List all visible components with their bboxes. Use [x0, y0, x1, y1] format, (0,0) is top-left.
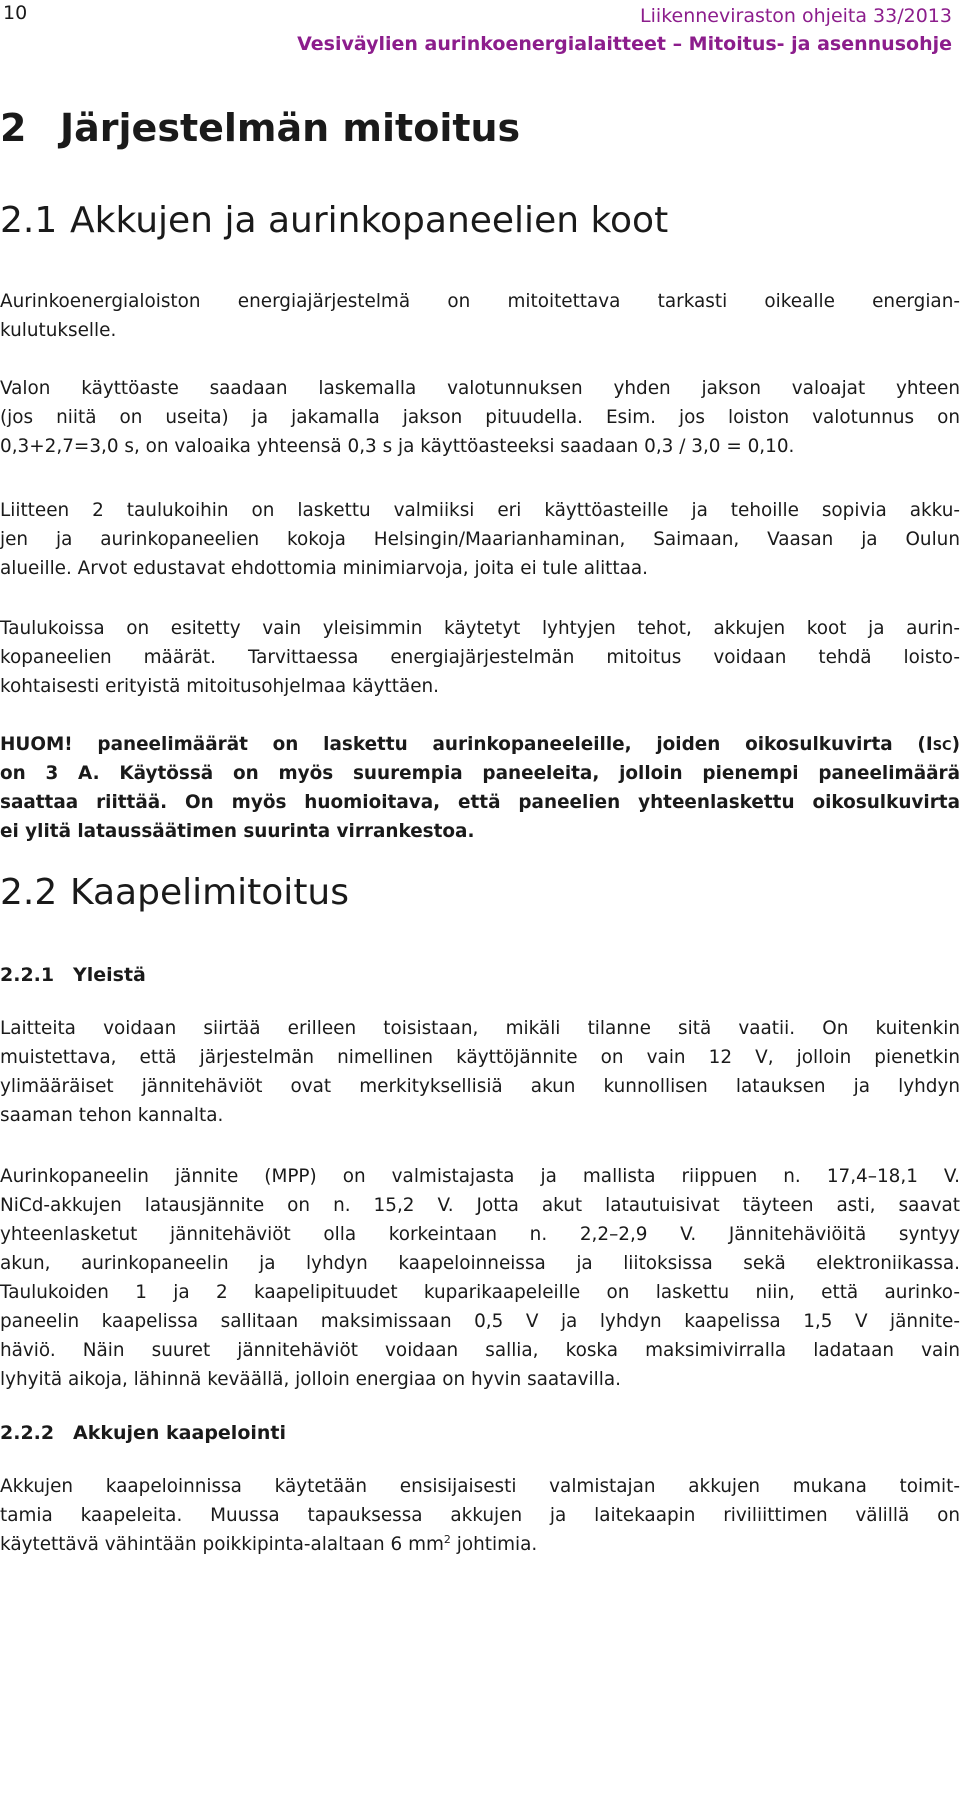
- section-title: Järjestelmän mitoitus: [60, 106, 521, 150]
- section-2-2-heading: [0, 872, 349, 913]
- body-text: käytettävä vähintään poikkipinta-alaltaan 6 mm: [0, 1534, 444, 1555]
- text-line: NiCd-akkujen latausjännite on n. 15,2 V. Jotta akut latautuisivat täyteen asti, saavat: [0, 1195, 960, 1216]
- text-line: jen ja aurinkopaneelien kokoja Helsingin/Maarianhaminan, Saimaan, Vaasan ja Oulun: [0, 529, 960, 550]
- text-line: Aurinkopaneelin jännite (MPP) on valmistajasta ja mallista riippuen n. 17,4–18,1 V.: [0, 1166, 960, 1187]
- section-title: Kaapelimitoitus: [70, 872, 349, 913]
- text-line: Liitteen 2 taulukoihin on laskettu valmiiksi eri käyttöasteille ja tehoille sopivia akku-: [0, 500, 960, 521]
- text-line: Valon käyttöaste saadaan laskemalla valotunnuksen yhden jakson valoajat yhteen: [0, 378, 960, 399]
- text-line: yhteenlasketut jännitehäviöt olla korkeintaan n. 2,2–2,9 V. Jännitehäviöitä syntyy: [0, 1224, 960, 1245]
- publication-name: Liikenneviraston ohjeita 33/2013: [640, 5, 952, 27]
- text-line: [0, 730, 960, 759]
- text-line: saaman tehon kannalta.: [0, 1105, 224, 1126]
- document-title: Vesiväylien aurinkoenergialaitteet – Mitoitus- ja asennusohje: [297, 33, 952, 55]
- text-line: saattaa riittää. On myös huomioitava, että paneelien yhteenlaskettu oikosulkuvirta: [0, 792, 960, 813]
- text-line: on 3 A. Käytössä on myös suurempia paneeleita, jolloin pienempi paneelimäärä: [0, 763, 960, 784]
- section-title: Akkujen ja aurinkopaneelien koot: [70, 200, 669, 241]
- page-number: 10: [3, 2, 28, 24]
- note-text: ): [951, 734, 960, 755]
- body-text: johtimia.: [450, 1534, 538, 1555]
- paragraph: [0, 1162, 960, 1394]
- text-line: kulutukselle.: [0, 320, 117, 341]
- section-number: 2.2: [0, 872, 58, 913]
- text-line: Taulukoiden 1 ja 2 kaapelipituudet kuparikaapeleille on laskettu niin, että aurinko-: [0, 1282, 960, 1303]
- text-line: Laitteita voidaan siirtää erilleen toisistaan, mikäli tilanne sitä vaatii. On kuitenkin: [0, 1018, 960, 1039]
- text-line: Akkujen kaapeloinnissa käytetään ensisijaisesti valmistajan akkujen mukana toimit-: [0, 1476, 960, 1497]
- subscript-text: SC: [932, 739, 952, 754]
- text-line: kohtaisesti erityistä mitoitusohjelmaa käyttäen.: [0, 676, 440, 697]
- text-line: akun, aurinkopaneelin ja lyhdyn kaapeloinneissa ja liitoksissa sekä elektroniikassa.: [0, 1253, 960, 1274]
- section-number: 2: [0, 106, 27, 150]
- paragraph: [0, 1472, 960, 1559]
- text-line: [0, 1530, 960, 1559]
- text-line: (jos niitä on useita) ja jakamalla jakson pituudella. Esim. jos loiston valotunnus on: [0, 407, 960, 428]
- section-title: Yleistä: [73, 964, 146, 986]
- paragraph: [0, 287, 960, 345]
- text-line: Aurinkoenergialoiston energiajärjestelmä on mitoitettava tarkasti oikealle energian-: [0, 291, 960, 312]
- section-2-heading: [0, 106, 520, 150]
- text-line: häviö. Näin suuret jännitehäviöt voidaan sallia, koska maksimivirralla ladataan vain: [0, 1340, 960, 1361]
- text-line: ylimääräiset jännitehäviöt ovat merkityksellisiä akun kunnollisen latauksen ja lyhdyn: [0, 1076, 960, 1097]
- text-line: lyhyitä aikoja, lähinnä keväällä, jolloin energiaa on hyvin saatavilla.: [0, 1369, 621, 1390]
- text-line: alueille. Arvot edustavat ehdottomia minimiarvoja, joita ei tule alittaa.: [0, 558, 648, 579]
- paragraph: [0, 374, 960, 461]
- text-line: kopaneelien määrät. Tarvittaessa energiajärjestelmän mitoitus voidaan tehdä loisto-: [0, 647, 960, 668]
- superscript-text: 2: [443, 1532, 451, 1546]
- text-line: tamia kaapeleita. Muussa tapauksessa akkujen ja laitekaapin riviliittimen välillä on: [0, 1505, 960, 1526]
- text-line: paneelin kaapelissa sallitaan maksimissaan 0,5 V ja lyhdyn kaapelissa 1,5 V jännite-: [0, 1311, 960, 1332]
- section-number: 2.2.2: [0, 1422, 55, 1444]
- paragraph: [0, 496, 960, 583]
- note-text: HUOM! paneelimäärät on laskettu aurinkopaneeleille, joiden oikosulkuvirta (I: [0, 734, 933, 755]
- section-number: 2.1: [0, 200, 58, 241]
- section-2-1-heading: [0, 200, 668, 241]
- text-line: ei ylitä lataussäätimen suurinta virrankestoa.: [0, 821, 475, 842]
- paragraph: [0, 1014, 960, 1130]
- paragraph: [0, 614, 960, 701]
- text-line: muistettava, että järjestelmän nimellinen käyttöjännite on vain 12 V, jolloin pienetkin: [0, 1047, 960, 1068]
- section-number: 2.2.1: [0, 964, 55, 986]
- subsection-2-2-2-heading: [0, 1422, 286, 1444]
- text-line: Taulukoissa on esitetty vain yleisimmin käytetyt lyhtyjen tehot, akkujen koot ja aurin-: [0, 618, 960, 639]
- text-line: 0,3+2,7=3,0 s, on valoaika yhteensä 0,3 s ja käyttöasteeksi saadaan 0,3 / 3,0 = 0,10.: [0, 436, 795, 457]
- section-title: Akkujen kaapelointi: [73, 1422, 287, 1444]
- note-paragraph: [0, 730, 960, 846]
- subsection-2-2-1-heading: [0, 964, 146, 986]
